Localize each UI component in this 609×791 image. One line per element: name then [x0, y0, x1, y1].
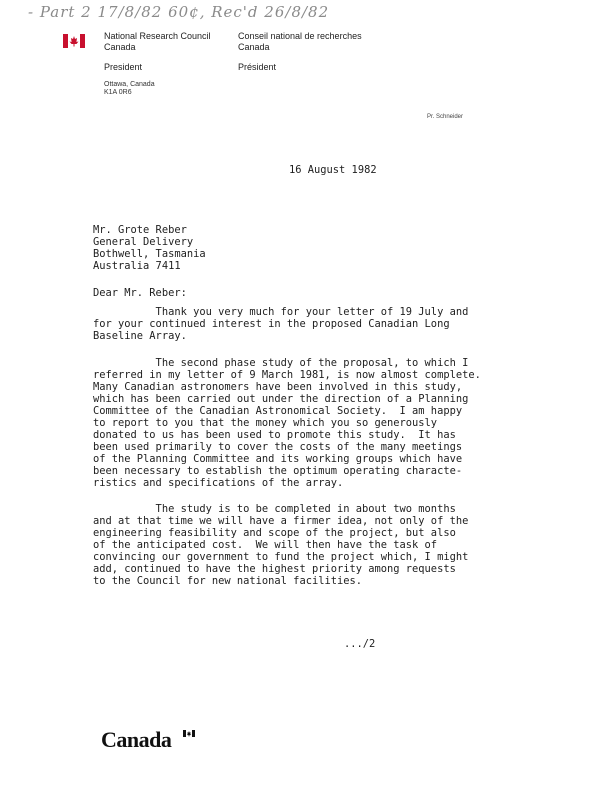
body-paragraph-2: The second phase study of the proposal, to which I referred in my letter of 9 March 1981, is now almost complete. Many Canadian astronomers have been involved in this study, which has been carried out under the direction of a Planning Committee of the Canadian Astronomical Society. I am happy to report to you that the money which you so generously donated to us has been used to promote this study. It has been used primarily to cover the costs of the many meetings of the Planning Committee and its working groups which have been necessary to establish the optimum operating characte- ristics and specifications of the array.	[93, 357, 481, 489]
org-fr-line1: Conseil national de recherches	[238, 31, 362, 41]
recipient-line1: Mr. Grote Reber	[93, 224, 187, 236]
org-name-english	[104, 31, 211, 52]
canada-wordmark: Canada	[101, 727, 172, 752]
org-en-line1: National Research Council	[104, 31, 211, 41]
letterhead-address	[104, 81, 155, 97]
body-paragraph-1: Thank you very much for your letter of 19 July and for your continued interest in the proposed Canadian Long Baseline Array.	[93, 306, 469, 342]
page-continuation: .../2	[344, 638, 376, 650]
salutation: Dear Mr. Reber:	[93, 287, 187, 299]
body-paragraph-3: The study is to be completed in about two months and at that time we will have a firmer idea, not only of the engineering feasibility and scope of the project, but also of the anticipated cost. We will then have the task of convincing our government to fund the project which, I might add, continued to have the highest priority among requests to the Council for new national facilities.	[93, 503, 469, 587]
handwritten-note: - Part 2 17/8/82 60¢, Rec'd 26/8/82	[28, 3, 330, 21]
routing-note: Pr. Schneider	[427, 114, 464, 120]
letter-date: 16 August 1982	[289, 164, 377, 176]
recipient-line4: Australia 7411	[93, 260, 181, 272]
recipient-line3: Bothwell, Tasmania	[93, 248, 206, 260]
org-fr-line2: Canada	[238, 41, 270, 52]
recipient-line2: General Delivery	[93, 236, 194, 248]
address-line2: K1A 0R6	[104, 89, 132, 96]
canadian-flag-icon	[63, 34, 85, 48]
role-english: President	[104, 62, 143, 72]
address-line1: Ottawa, Canada	[104, 81, 155, 88]
org-en-line2: Canada	[104, 41, 136, 52]
role-french: Président	[238, 62, 277, 72]
wordmark-flag-icon	[183, 730, 195, 737]
org-name-french	[238, 31, 362, 52]
recipient-address	[93, 224, 206, 272]
